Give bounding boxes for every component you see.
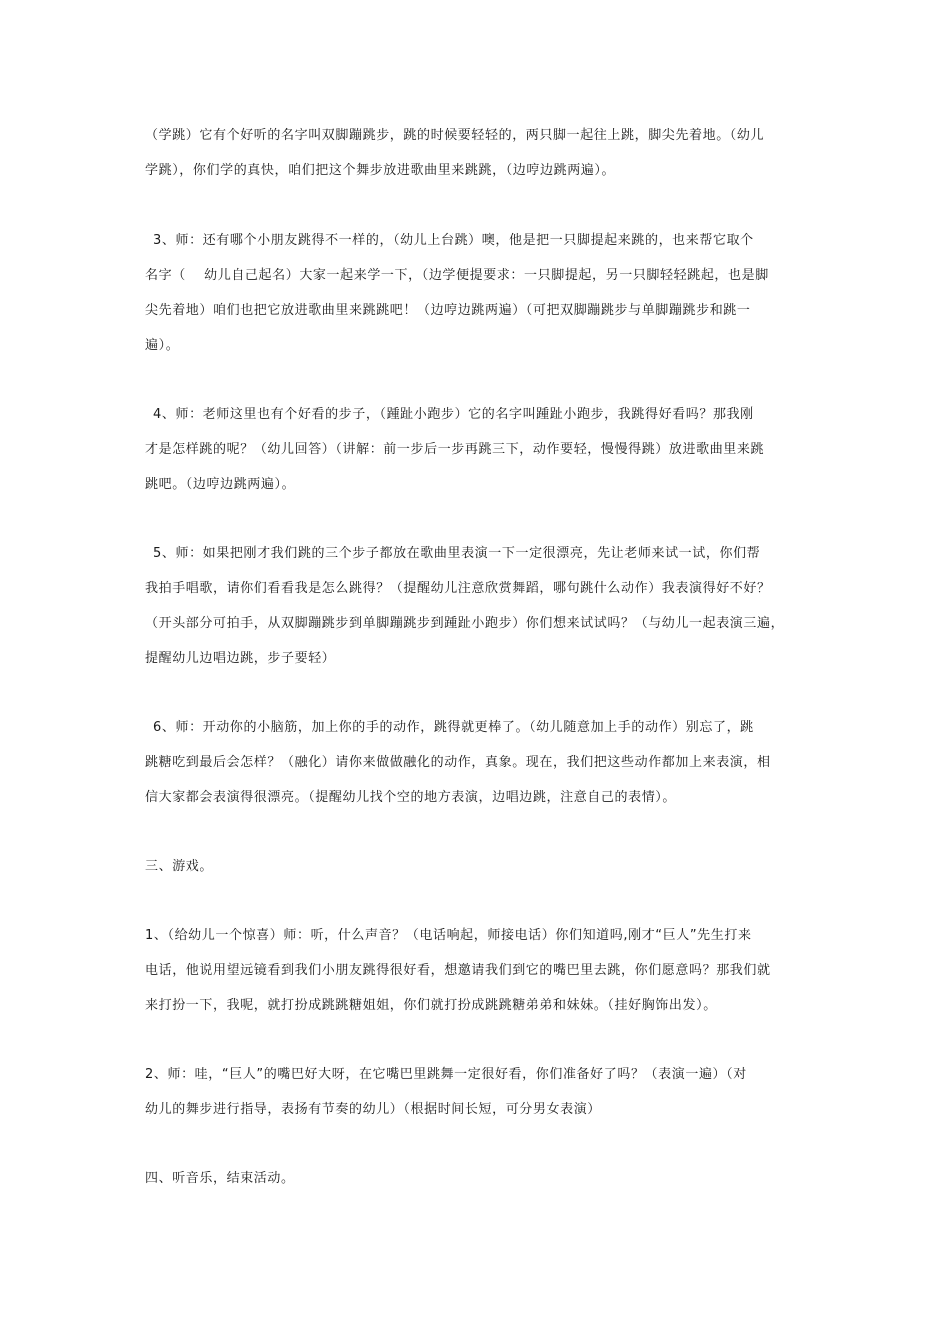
paragraph-1-line-1: （学跳）它有个好听的名字叫双脚蹦跳步，跳的时候要轻轻的，两只脚一起往上跳，脚尖先着地。（幼儿 bbox=[145, 128, 765, 143]
section-heading-game: 三、游戏。 bbox=[145, 859, 214, 874]
paragraph-2-line-4: 遍）。 bbox=[145, 338, 180, 353]
paragraph-4-line-4: 提醒幼儿边唱边跳，步子要轻） bbox=[145, 651, 336, 666]
paragraph-7-line-1: 2、师：哇，“巨人”的嘴巴好大呀，在它嘴巴里跳舞一定很好看，你们准备好了吗？（表演一遍）（对 bbox=[145, 1067, 747, 1082]
paragraph-3-line-1: 4、师：老师这里也有个好看的步子，（踵趾小跑步）它的名字叫踵趾小跑步，我跳得好看吗？那我刚 bbox=[153, 407, 754, 422]
paragraph-3-line-3: 跳吧。（边哼边跳两遍）。 bbox=[145, 477, 296, 492]
paragraph-1-line-2: 学跳），你们学的真快，咱们把这个舞步放进歌曲里来跳跳，（边哼边跳两遍）。 bbox=[145, 163, 616, 178]
paragraph-5-line-2: 跳糖吃到最后会怎样？（融化）请你来做做融化的动作，真象。现在，我们把这些动作都加上来表演，相 bbox=[145, 755, 771, 770]
paragraph-6-line-3: 来打扮一下，我呢，就打扮成跳跳糖姐姐，你们就打扮成跳跳糖弟弟和妹妹。（挂好胸饰出发）。 bbox=[145, 998, 717, 1013]
paragraph-2-line-3: 尖先着地）咱们也把它放进歌曲里来跳跳吧！（边哼边跳两遍）（可把双脚蹦跳步与单脚蹦跳步和跳一 bbox=[145, 303, 751, 318]
paragraph-4-line-1: 5、师：如果把刚才我们跳的三个步子都放在歌曲里表演一下一定很漂亮，先让老师来试一试，你们帮 bbox=[153, 546, 761, 561]
paragraph-5-line-1: 6、师：开动你的小脑筋，加上你的手的动作，跳得就更棒了。（幼儿随意加上手的动作）别忘了，跳 bbox=[153, 720, 754, 735]
paragraph-2-line-2: 名字（ 幼儿自己起名）大家一起来学一下，（边学便提要求：一只脚提起，另一只脚轻轻跳起，也是脚 bbox=[145, 268, 769, 283]
paragraph-7-line-2: 幼儿的舞步进行指导，表扬有节奏的幼儿）（根据时间长短，可分男女表演） bbox=[145, 1102, 601, 1117]
paragraph-2-line-1: 3、师：还有哪个小朋友跳得不一样的，（幼儿上台跳）噢，他是把一只脚提起来跳的，也来帮它取个 bbox=[153, 233, 754, 248]
paragraph-4-line-3: （开头部分可拍手，从双脚蹦跳步到单脚蹦跳步到踵趾小跑步）你们想来试试吗？（与幼儿一起表演三遍， bbox=[145, 616, 785, 631]
paragraph-5-line-3: 信大家都会表演得很漂亮。（提醒幼儿找个空的地方表演，边唱边跳，注意自己的表情）。 bbox=[145, 790, 677, 805]
paragraph-3-line-2: 才是怎样跳的呢？（幼儿回答）（讲解：前一步后一步再跳三下，动作要轻，慢慢得跳）放进歌曲里来跳 bbox=[145, 442, 765, 457]
section-heading-ending: 四、听音乐，结束活动。 bbox=[145, 1171, 295, 1186]
paragraph-4-line-2: 我拍手唱歌，请你们看看我是怎么跳得？（提醒幼儿注意欣赏舞蹈，哪句跳什么动作）我表演得好不好？ bbox=[145, 581, 771, 596]
paragraph-6-line-2: 电话，他说用望远镜看到我们小朋友跳得很好看，想邀请我们到它的嘴巴里去跳，你们愿意吗？那我们就 bbox=[145, 963, 771, 978]
paragraph-6-line-1: 1、（给幼儿一个惊喜）师：听，什么声音？（电话响起，师接电话）你们知道吗,刚才“巨人”先生打来 bbox=[145, 928, 752, 943]
